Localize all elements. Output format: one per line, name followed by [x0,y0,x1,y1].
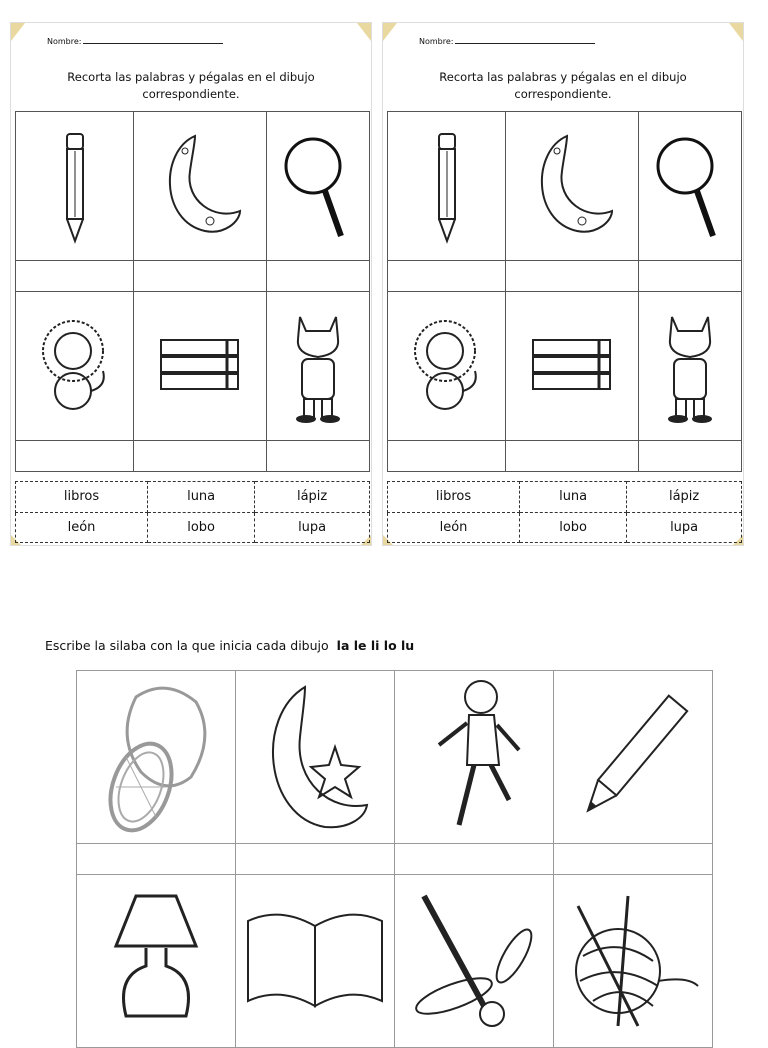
syllable-grid [76,670,713,1030]
magnifier-icon [655,131,725,241]
cell-magnifier [266,112,369,261]
lamp-icon [106,886,206,1036]
cell-lion [388,292,506,441]
cell-books [134,292,267,441]
word-luna: luna [148,482,255,513]
cell-open-book [236,875,395,1048]
word-lapiz: lápiz [627,482,742,513]
cell-pencil [388,112,506,261]
yarn-icon [558,886,708,1036]
cell-magnifier [638,112,741,261]
moon-star-icon [255,677,375,837]
cell-lion [16,292,134,441]
cell-yarn [554,875,713,1048]
name-field [47,35,223,46]
picture-grid [387,111,742,471]
instruction-line1: Recorta las palabras y pégalas en el dibujo [439,70,687,84]
lion-icon [35,316,115,416]
exercise-instruction-text: Escribe la silaba con la que inicia cada dibujo [45,638,329,653]
syllable-list: la le li lo lu [336,638,415,653]
word-leon: león [388,512,520,543]
cell-books [506,292,639,441]
cell-dragonfly [395,875,554,1048]
word-leon: león [16,512,148,543]
word-libros: libros [388,482,520,513]
lion-icon [407,316,487,416]
word-lobo: lobo [520,512,627,543]
word-cutouts [15,481,370,543]
wolf-icon [288,309,348,424]
pencil-icon [60,129,90,244]
exercise-instruction [45,638,414,653]
name-underline [83,35,223,44]
corner-decoration [729,23,743,41]
lemon-icon [96,677,216,837]
books-icon [157,336,242,396]
word-cutouts [387,481,742,543]
books-icon [529,336,614,396]
word-lobo: lobo [148,512,255,543]
name-label: Nombre: [47,37,82,46]
word-lupa: lupa [627,512,742,543]
cell-moon-star [236,671,395,844]
pencil-icon [432,129,462,244]
word-lupa: lupa [255,512,370,543]
instruction-line1: Recorta las palabras y pégalas en el dibujo [67,70,315,84]
corner-decoration [383,23,397,41]
word-luna: luna [520,482,627,513]
cell-lamp [77,875,236,1048]
cell-moon [134,112,267,261]
magnifier-icon [283,131,353,241]
instruction [11,69,371,103]
moon-icon [155,131,245,241]
cell-runner [395,671,554,844]
instruction-line2: correspondiente. [142,87,240,101]
cell-wolf [266,292,369,441]
instruction-line2: correspondiente. [514,87,612,101]
runner-icon [419,675,529,840]
dragonfly-icon [404,886,544,1036]
name-underline [455,35,595,44]
wolf-icon [660,309,720,424]
worksheet-right [382,22,744,546]
corner-decoration [11,23,25,41]
name-label: Nombre: [419,37,454,46]
instruction [383,69,743,103]
cell-lemon [77,671,236,844]
word-lapiz: lápiz [255,482,370,513]
cell-moon [506,112,639,261]
picture-grid [15,111,370,471]
open-book-icon [240,906,390,1016]
name-field [419,35,595,46]
worksheet-left [10,22,372,546]
corner-decoration [357,23,371,41]
cell-pencil [16,112,134,261]
cell-wolf [638,292,741,441]
pencil-icon [563,692,703,822]
cell-pencil-2 [554,671,713,844]
moon-icon [527,131,617,241]
word-libros: libros [16,482,148,513]
